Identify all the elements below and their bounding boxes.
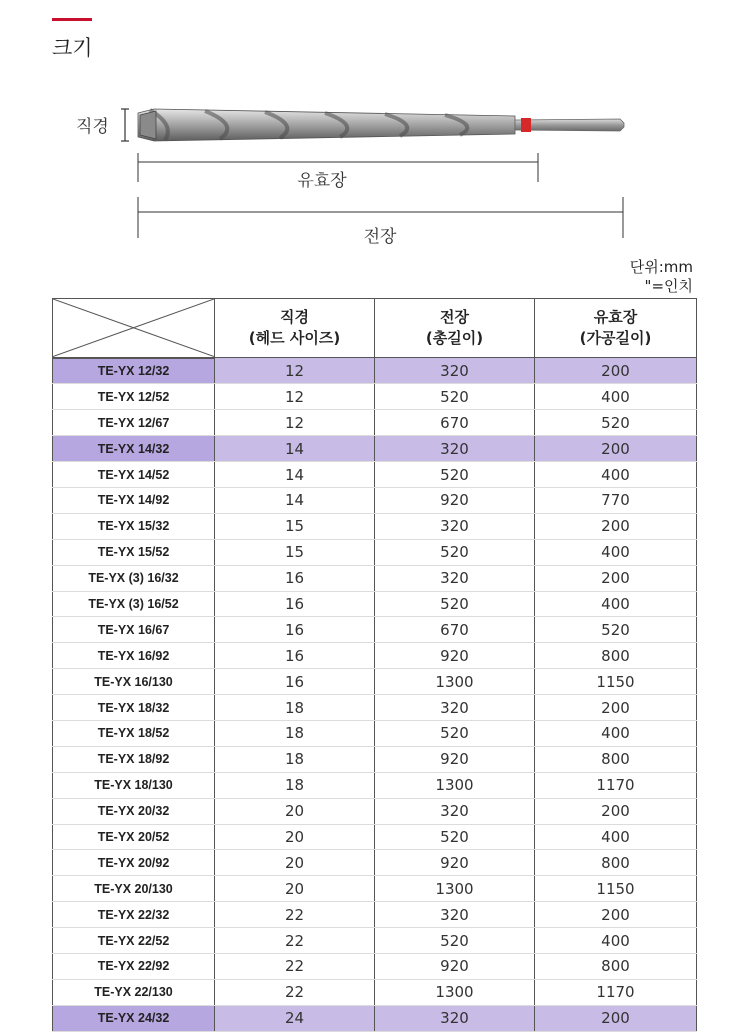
diameter-cell: 16 [215, 565, 375, 591]
effective-length-cell: 200 [535, 1005, 697, 1031]
header-line2: (총길이) [425, 329, 484, 347]
effective-length-cell: 200 [535, 798, 697, 824]
total-length-cell: 320 [375, 798, 535, 824]
unit-note-inch: "=인치 [644, 277, 693, 295]
diameter-cell: 20 [215, 824, 375, 850]
diameter-cell: 22 [215, 902, 375, 928]
total-length-cell: 520 [375, 539, 535, 565]
total-length-cell: 320 [375, 565, 535, 591]
table-row [53, 539, 697, 565]
total-length-cell: 520 [375, 824, 535, 850]
diameter-cell: 14 [215, 462, 375, 488]
model-cell: TE-YX 22/130 [53, 979, 215, 1005]
diameter-cell: 18 [215, 772, 375, 798]
effective-length-cell: 400 [535, 384, 697, 410]
table-row [53, 902, 697, 928]
diameter-cell: 22 [215, 953, 375, 979]
header-line1: 전장 [440, 308, 469, 326]
diameter-cell: 16 [215, 669, 375, 695]
table-row [53, 643, 697, 669]
model-cell: TE-YX 18/130 [53, 772, 215, 798]
diameter-cell: 14 [215, 436, 375, 462]
total-length-cell: 920 [375, 643, 535, 669]
diameter-cell: 18 [215, 720, 375, 746]
table-row [53, 436, 697, 462]
total-length-cell: 520 [375, 928, 535, 954]
table-row [53, 669, 697, 695]
model-cell: TE-YX 16/67 [53, 617, 215, 643]
model-cell: TE-YX 20/52 [53, 824, 215, 850]
model-cell: TE-YX 24/32 [53, 1005, 215, 1031]
diameter-cell: 16 [215, 643, 375, 669]
unit-note-mm: 단위:mm [629, 258, 693, 276]
total-length-cell: 320 [375, 695, 535, 721]
diameter-cell: 12 [215, 358, 375, 384]
effective-length-label: 유효장 [297, 171, 347, 191]
total-length-cell: 320 [375, 513, 535, 539]
effective-length-cell: 400 [535, 824, 697, 850]
table-row [53, 410, 697, 436]
header-line2: (가공길이) [579, 329, 652, 347]
effective-length-cell: 400 [535, 928, 697, 954]
effective-length-cell: 200 [535, 436, 697, 462]
table-row [53, 746, 697, 772]
total-length-cell: 320 [375, 1005, 535, 1031]
drill-bit-dimension-diagram [0, 96, 750, 256]
model-cell: TE-YX 22/32 [53, 902, 215, 928]
spec-table-body [53, 358, 697, 1032]
diameter-cell: 15 [215, 539, 375, 565]
total-length-cell: 920 [375, 487, 535, 513]
table-row [53, 513, 697, 539]
effective-length-cell: 800 [535, 643, 697, 669]
diameter-cell: 14 [215, 487, 375, 513]
effective-length-cell: 1150 [535, 876, 697, 902]
total-length-label: 전장 [363, 227, 397, 247]
model-cell: TE-YX 14/52 [53, 462, 215, 488]
effective-length-cell: 520 [535, 410, 697, 436]
diameter-cell: 20 [215, 850, 375, 876]
total-length-cell: 320 [375, 358, 535, 384]
model-cell: TE-YX 12/52 [53, 384, 215, 410]
total-length-cell: 1300 [375, 772, 535, 798]
diameter-cell: 20 [215, 876, 375, 902]
diameter-cell: 12 [215, 410, 375, 436]
effective-length-cell: 400 [535, 720, 697, 746]
model-cell: TE-YX 16/92 [53, 643, 215, 669]
effective-length-cell: 800 [535, 850, 697, 876]
section-accent-bar [52, 18, 92, 21]
spec-table [52, 298, 697, 1032]
total-length-cell: 1300 [375, 979, 535, 1005]
model-cell: TE-YX 15/32 [53, 513, 215, 539]
total-length-cell: 670 [375, 617, 535, 643]
header-line2: (헤드 사이즈) [248, 329, 341, 347]
effective-length-cell: 800 [535, 746, 697, 772]
table-row [53, 979, 697, 1005]
model-cell: TE-YX 20/32 [53, 798, 215, 824]
total-length-cell: 520 [375, 720, 535, 746]
model-cell: TE-YX 15/52 [53, 539, 215, 565]
diameter-cell: 15 [215, 513, 375, 539]
total-length-cell: 920 [375, 746, 535, 772]
unit-note [630, 258, 693, 296]
effective-length-cell: 800 [535, 953, 697, 979]
diameter-cell: 16 [215, 591, 375, 617]
effective-length-cell: 400 [535, 591, 697, 617]
table-row [53, 953, 697, 979]
table-row [53, 772, 697, 798]
diagonal-cross-icon [53, 299, 214, 357]
total-length-cell: 320 [375, 902, 535, 928]
total-length-cell: 1300 [375, 876, 535, 902]
total-length-cell: 670 [375, 410, 535, 436]
effective-length-cell: 1170 [535, 772, 697, 798]
table-row [53, 384, 697, 410]
total-length-cell: 520 [375, 384, 535, 410]
model-cell: TE-YX 22/52 [53, 928, 215, 954]
model-cell: TE-YX (3) 16/32 [53, 565, 215, 591]
diameter-label: 직경 [76, 117, 109, 137]
model-cell: TE-YX 14/92 [53, 487, 215, 513]
model-cell: TE-YX 12/67 [53, 410, 215, 436]
table-row [53, 358, 697, 384]
diameter-cell: 12 [215, 384, 375, 410]
effective-length-cell: 400 [535, 539, 697, 565]
effective-length-cell: 200 [535, 565, 697, 591]
model-cell: TE-YX 14/32 [53, 436, 215, 462]
effective-length-cell: 200 [535, 695, 697, 721]
effective-length-cell: 200 [535, 513, 697, 539]
total-length-cell: 1300 [375, 669, 535, 695]
table-row [53, 798, 697, 824]
header-corner-cell [53, 299, 215, 358]
header-total-length [375, 299, 535, 358]
total-length-cell: 320 [375, 436, 535, 462]
table-row [53, 591, 697, 617]
effective-length-cell: 400 [535, 462, 697, 488]
table-row [53, 720, 697, 746]
model-cell: TE-YX 16/130 [53, 669, 215, 695]
header-line1: 유효장 [593, 308, 638, 326]
header-effective-length [535, 299, 697, 358]
header-line1: 직경 [280, 308, 309, 326]
effective-length-cell: 520 [535, 617, 697, 643]
drill-bit-image [138, 109, 624, 141]
model-cell: TE-YX 20/130 [53, 876, 215, 902]
effective-length-cell: 200 [535, 902, 697, 928]
table-row [53, 565, 697, 591]
effective-length-cell: 1150 [535, 669, 697, 695]
spec-table-header [53, 299, 697, 358]
table-row [53, 1005, 697, 1031]
diameter-cell: 22 [215, 928, 375, 954]
model-cell: TE-YX (3) 16/52 [53, 591, 215, 617]
diameter-cell: 16 [215, 617, 375, 643]
model-cell: TE-YX 20/92 [53, 850, 215, 876]
diameter-cell: 24 [215, 1005, 375, 1031]
table-row [53, 876, 697, 902]
model-cell: TE-YX 18/32 [53, 695, 215, 721]
effective-length-cell: 1170 [535, 979, 697, 1005]
section-title: 크기 [52, 36, 93, 60]
model-cell: TE-YX 18/92 [53, 746, 215, 772]
table-row [53, 695, 697, 721]
total-length-cell: 920 [375, 850, 535, 876]
table-row [53, 850, 697, 876]
table-row [53, 617, 697, 643]
diameter-cell: 18 [215, 695, 375, 721]
total-length-cell: 920 [375, 953, 535, 979]
diameter-cell: 18 [215, 746, 375, 772]
table-row [53, 462, 697, 488]
total-length-cell: 520 [375, 591, 535, 617]
total-length-cell: 520 [375, 462, 535, 488]
model-cell: TE-YX 18/52 [53, 720, 215, 746]
table-row [53, 928, 697, 954]
model-cell: TE-YX 12/32 [53, 358, 215, 384]
table-row [53, 487, 697, 513]
effective-length-cell: 200 [535, 358, 697, 384]
table-row [53, 824, 697, 850]
effective-length-cell: 770 [535, 487, 697, 513]
diameter-cell: 22 [215, 979, 375, 1005]
diameter-cell: 20 [215, 798, 375, 824]
model-cell: TE-YX 22/92 [53, 953, 215, 979]
header-diameter [215, 299, 375, 358]
